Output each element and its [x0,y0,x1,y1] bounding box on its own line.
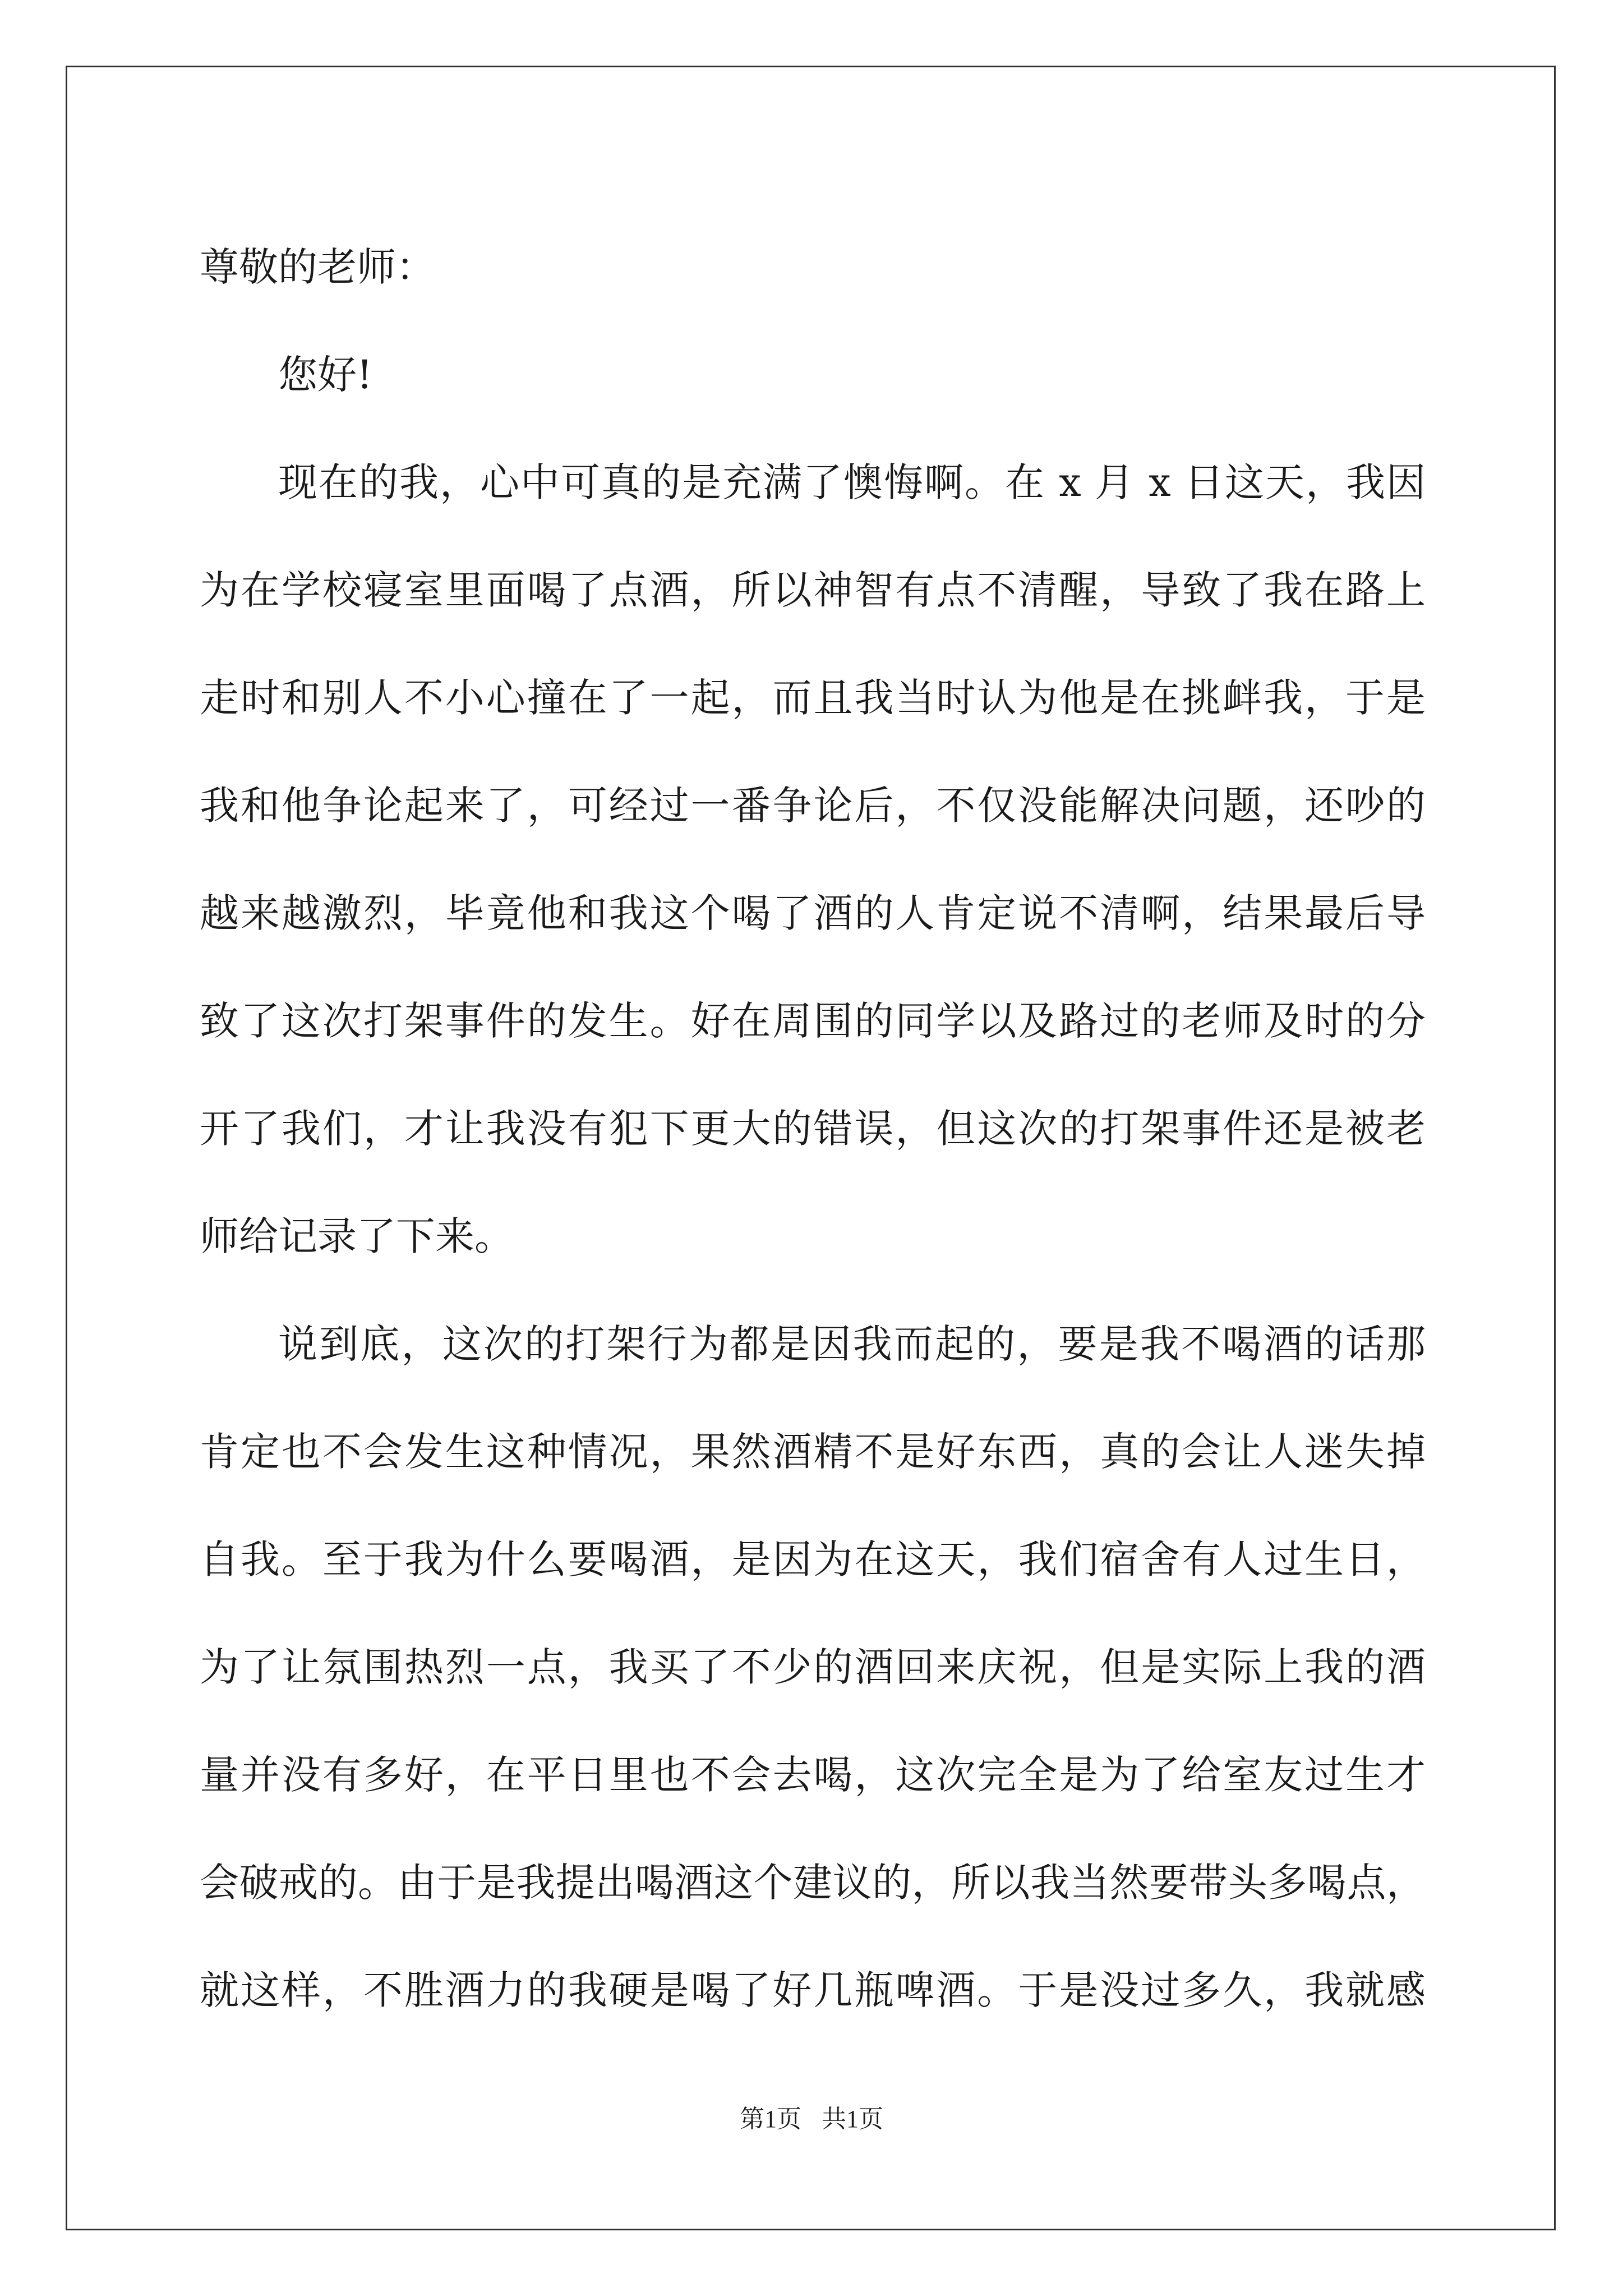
paragraph-line: 我和他争论起来了，可经过一番争论后，不仅没能解决问题，还吵的 [200,783,1426,829]
paragraph-1 [200,429,1426,1290]
page-footer [0,2102,1623,2136]
paragraph-line: 量并没有多好，在平日里也不会去喝，这次完全是为了给室友过生才 [200,1752,1426,1798]
page-number: 第1页 [740,2105,801,2133]
paragraph-line: 说到底，这次的打架行为都是因我而起的，要是我不喝酒的话那 [278,1321,1426,1367]
paragraph-line: 开了我们，才让我没有犯下更大的错误，但这次的打架事件还是被老 [200,1106,1426,1152]
paragraph-line: 为了让氛围热烈一点，我买了不少的酒回来庆祝，但是实际上我的酒 [200,1644,1426,1690]
paragraph-2 [200,1290,1426,2044]
paragraph-line: 现在的我，心中可真的是充满了懊悔啊。在 x 月 x 日这天，我因 [278,459,1426,505]
paragraph-line: 肯定也不会发生这种情况，果然酒精不是好东西，真的会让人迷失掉 [200,1429,1426,1475]
paragraph-line: 会破戒的。由于是我提出喝酒这个建议的，所以我当然要带头多喝点， [200,1860,1426,1906]
paragraph-line: 自我。至于我为什么要喝酒，是因为在这天，我们宿舍有人过生日， [200,1536,1426,1582]
page-total: 共1页 [822,2105,883,2133]
paragraph-line: 就这样，不胜酒力的我硬是喝了好几瓶啤酒。于是没过多久，我就感 [200,1967,1426,2013]
paragraph-line: 越来越激烈，毕竟他和我这个喝了酒的人肯定说不清啊，结果最后导 [200,890,1426,936]
document-body [200,213,1426,2044]
paragraph-line: 走时和别人不小心撞在了一起，而且我当时认为他是在挑衅我，于是 [200,675,1426,721]
greeting: 您好! [278,352,373,398]
salutation: 尊敬的老师： [200,244,435,290]
paragraph-line: 师给记录了下来。 [200,1213,514,1259]
paragraph-line: 为在学校寝室里面喝了点酒，所以神智有点不清醒，导致了我在路上 [200,567,1426,613]
paragraph-line: 致了这次打架事件的发生。好在周围的同学以及路过的老师及时的分 [200,998,1426,1044]
